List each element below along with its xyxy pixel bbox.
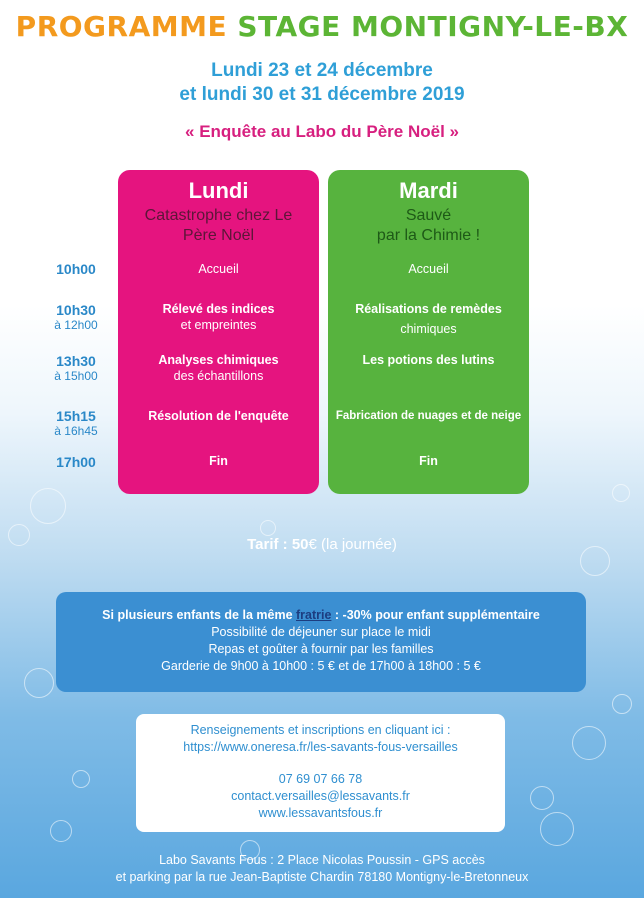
tarif-label: Tarif : 50	[247, 536, 309, 553]
title-programme: PROGRAMME	[15, 10, 228, 43]
activity	[118, 408, 319, 424]
email-link[interactable]: contact.versailles@lessavants.fr	[231, 789, 410, 803]
activity-title: Résolution de l'enquête	[148, 409, 289, 423]
day-name: Mardi	[399, 178, 458, 203]
phone-number[interactable]: 07 69 07 66 78	[278, 772, 363, 786]
bubble-decoration	[72, 770, 90, 788]
time-start: 13h30	[56, 353, 96, 369]
day-card-lundi	[118, 170, 319, 494]
activity-title: Fabrication de nuages et de neige	[335, 410, 522, 422]
activity-title: Rélevé des indices	[162, 302, 275, 316]
info-line-2: Possibilité de déjeuner sur place le midi	[211, 625, 431, 639]
time-start: 15h15	[56, 408, 96, 424]
tarif	[0, 536, 644, 553]
time-start: 10h00	[56, 261, 96, 277]
contact-box	[136, 714, 505, 832]
time-start: 10h30	[56, 302, 96, 318]
info-box	[56, 592, 586, 692]
time-end: à 16h45	[54, 424, 98, 438]
activity-title: Réalisations de remèdes	[355, 302, 502, 316]
bubble-decoration	[540, 812, 574, 846]
activity-text: Accueil	[198, 262, 239, 276]
activity	[328, 453, 529, 469]
activity	[118, 453, 319, 469]
info-text: : -30% pour enfant supplémentaire	[331, 608, 540, 622]
day-theme-line: par la Chimie !	[376, 227, 481, 244]
day-card-mardi	[328, 170, 529, 494]
activity-title: Fin	[209, 454, 228, 468]
activity-title: Les potions des lutins	[362, 353, 495, 367]
activity-title: Fin	[419, 454, 438, 468]
info-line-4: Garderie de 9h00 à 10h00 : 5 € et de 17h00 à 18h00 : 5 €	[161, 659, 481, 673]
info-line-3: Repas et goûter à fournir par les familles	[208, 642, 434, 656]
registration-link[interactable]: https://www.oneresa.fr/les-savants-fous-versailles	[183, 740, 458, 754]
day-theme-line: Sauvé	[405, 207, 452, 224]
time-start: 17h00	[56, 454, 96, 470]
activity-title: Analyses chimiques	[158, 353, 279, 367]
title-stage: STAGE MONTIGNY-LE-BX	[237, 10, 629, 43]
bubble-decoration	[260, 520, 276, 536]
time-slot-5	[36, 454, 116, 470]
contact-intro: Renseignements et inscriptions en cliquant ici :	[190, 723, 451, 737]
fratrie-link[interactable]: fratrie	[296, 608, 332, 622]
day-name: Lundi	[188, 178, 249, 203]
day-theme-line: Catastrophe chez Le	[144, 207, 293, 224]
info-text: Si plusieurs enfants de la même	[102, 608, 296, 622]
footer-line-2: et parking par la rue Jean-Baptiste Chardin 78180 Montigny-le-Bretonneux	[115, 870, 529, 884]
date-line-2: et lundi 30 et 31 décembre 2019	[179, 84, 465, 105]
activity	[118, 352, 319, 384]
activity-text: Accueil	[408, 262, 449, 276]
activity-text: des échantillons	[173, 369, 264, 383]
website-link[interactable]: www.lessavantsfous.fr	[258, 806, 383, 820]
footer-line-1: Labo Savants Fous : 2 Place Nicolas Poussin - GPS accès	[159, 853, 485, 867]
bubble-decoration	[50, 820, 72, 842]
subtitle: « Enquête au Labo du Père Noël »	[185, 122, 459, 141]
bubble-decoration	[572, 726, 606, 760]
time-slot-4	[36, 408, 116, 438]
bubble-decoration	[530, 786, 554, 810]
footer-address	[0, 852, 644, 886]
bubble-decoration	[612, 484, 630, 502]
time-end: à 12h00	[54, 318, 98, 332]
activity	[118, 301, 319, 333]
activity-text: et empreintes	[180, 318, 257, 332]
page-title	[0, 10, 644, 43]
day-theme	[328, 206, 529, 246]
time-slot-3	[36, 353, 116, 383]
activity	[328, 261, 529, 277]
day-theme	[118, 206, 319, 246]
activity	[118, 261, 319, 277]
tarif-detail: € (la journée)	[308, 536, 397, 553]
date-line-1: Lundi 23 et 24 décembre	[211, 60, 433, 81]
time-end: à 15h00	[54, 369, 98, 383]
day-theme-line: Père Noël	[182, 227, 255, 244]
time-slot-1	[36, 261, 116, 277]
activity	[328, 301, 529, 337]
info-line-1	[56, 607, 586, 624]
activity	[328, 408, 529, 424]
bubble-decoration	[612, 694, 632, 714]
activity-text: chimiques	[400, 322, 457, 336]
bubble-decoration	[24, 668, 54, 698]
activity	[328, 352, 529, 368]
bubble-decoration	[30, 488, 66, 524]
time-slot-2	[36, 302, 116, 332]
